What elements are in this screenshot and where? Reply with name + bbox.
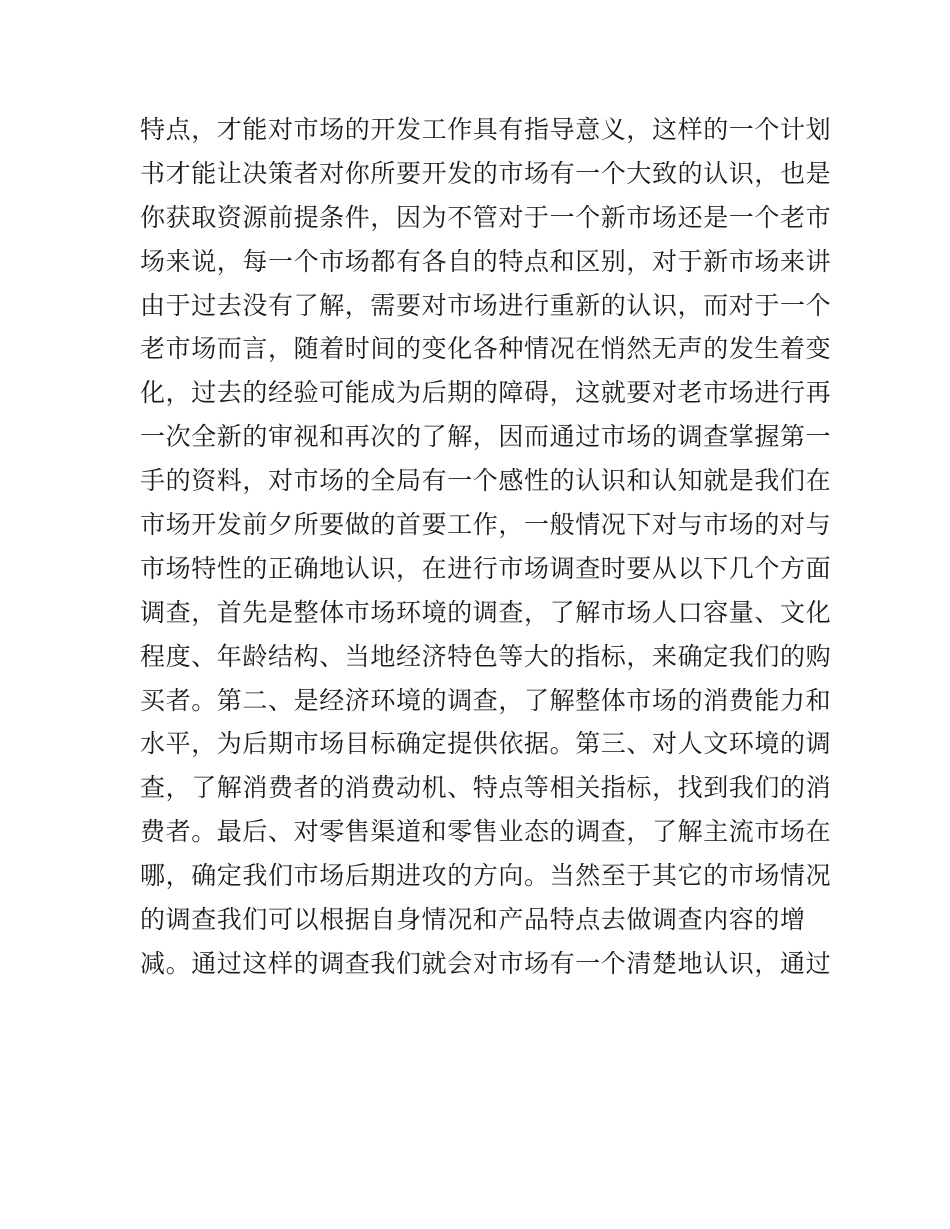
text-line: 费者。最后、对零售渠道和零售业态的调查，了解主流市场在	[140, 817, 832, 847]
text-line: 市场特性的正确地认识，在进行市场调查时要从以下几个方面	[140, 553, 832, 583]
text-line: 由于过去没有了解，需要对市场进行重新的认识，而对于一个	[140, 290, 832, 320]
text-line: 老市场而言，随着时间的变化各种情况在悄然无声的发生着变	[140, 334, 832, 364]
text-line: 化，过去的经验可能成为后期的障碍，这就要对老市场进行再	[140, 378, 832, 408]
text-line: 程度、年龄结构、当地经济特色等大的指标，来确定我们的购	[140, 641, 832, 671]
text-line: 调查，首先是整体市场环境的调查，了解市场人口容量、文化	[140, 597, 832, 627]
text-line: 书才能让决策者对你所要开发的市场有一个大致的认识，也是	[140, 158, 832, 188]
text-line: 查，了解消费者的消费动机、特点等相关指标，找到我们的消	[140, 773, 832, 803]
text-line: 减。通过这样的调查我们就会对市场有一个清楚地认识，通过	[140, 948, 832, 978]
text-line: 你获取资源前提条件，因为不管对于一个新市场还是一个老市	[140, 202, 832, 232]
text-line: 哪，确定我们市场后期进攻的方向。当然至于其它的市场情况	[140, 861, 832, 891]
text-line: 场来说，每一个市场都有各自的特点和区别，对于新市场来讲	[140, 246, 832, 276]
text-line: 一次全新的审视和再次的了解，因而通过市场的调查掌握第一	[140, 422, 832, 452]
body-paragraph	[140, 108, 832, 986]
text-line: 买者。第二、是经济环境的调查，了解整体市场的消费能力和	[140, 685, 832, 715]
text-line: 市场开发前夕所要做的首要工作，一般情况下对与市场的对与	[140, 510, 832, 540]
text-line: 手的资料，对市场的全局有一个感性的认识和认知就是我们在	[140, 466, 832, 496]
text-line: 水平，为后期市场目标确定提供依据。第三、对人文环境的调	[140, 729, 832, 759]
text-line: 特点，才能对市场的开发工作具有指导意义，这样的一个计划	[140, 115, 832, 144]
text-line: 的调查我们可以根据自身情况和产品特点去做调查内容的增	[140, 905, 806, 935]
